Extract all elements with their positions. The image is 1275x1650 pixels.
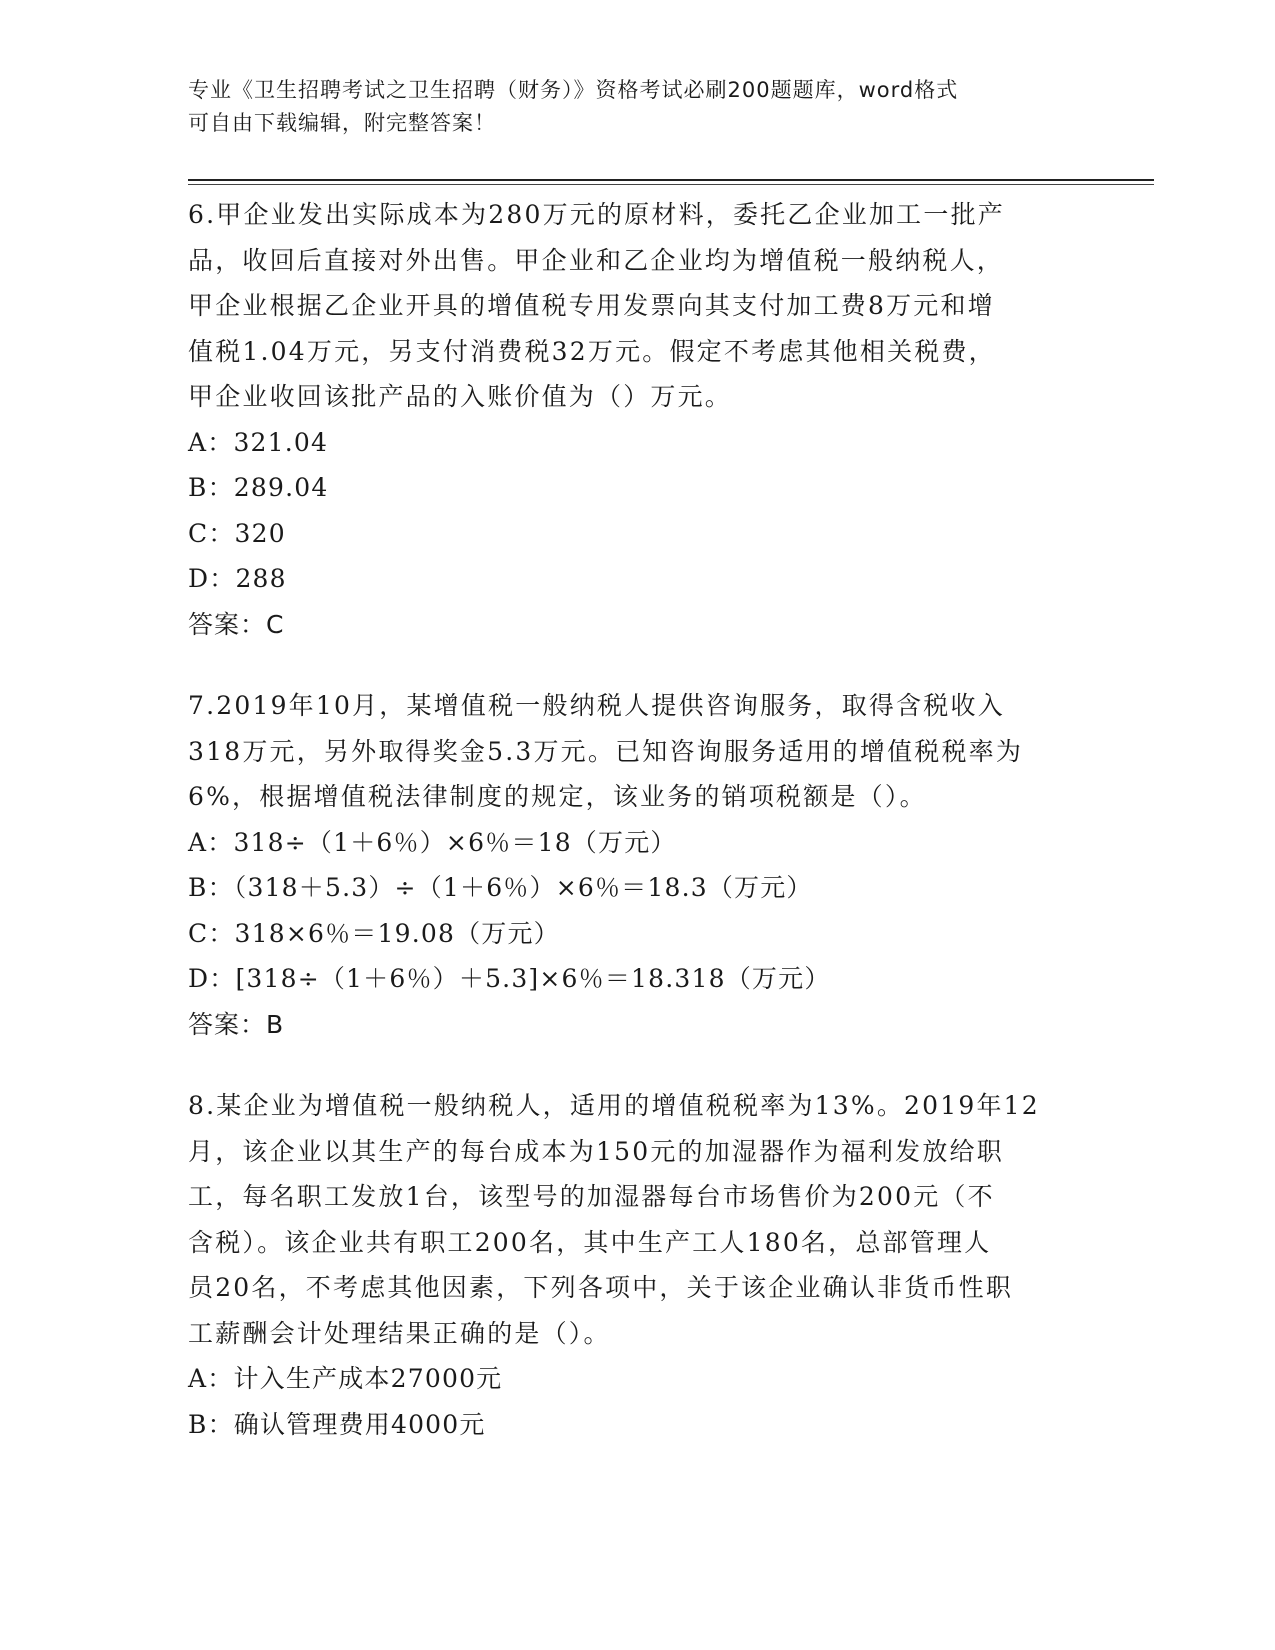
header-title-line-1: 专业《卫生招聘考试之卫生招聘（财务）》资格考试必刷200题题库，word格式 (188, 78, 959, 102)
question-list (188, 192, 1088, 1483)
option-c: C：318×6％＝19.08（万元） (188, 918, 560, 948)
option-b: B：（318＋5.3）÷（1＋6％）×6％＝18.3（万元） (188, 873, 813, 902)
option-c: C：320 (188, 518, 286, 548)
question-6 (188, 192, 1088, 647)
header-title-line-2: 可自由下载编辑，附完整答案！ (188, 111, 496, 135)
question-stem: 7.2019年10月，某增值税一般纳税人提供咨询服务，取得含税收入 318万元，另外取得奖金5.3万元。已知咨询服务适用的增值税税率为 6%，根据增值税法律制度的规定，该业务的销项税额是（）。 (188, 691, 1024, 811)
option-b: B：确认管理费用4000元 (188, 1409, 486, 1439)
option-d: D：[318÷（1＋6％）＋5.3]×6％＝18.318（万元） (188, 964, 831, 993)
answer-line: 答案：C (188, 609, 285, 639)
option-a: A：计入生产成本27000元 (188, 1364, 503, 1393)
answer-line: 答案：B (188, 1009, 285, 1039)
header-divider-thin (188, 184, 1154, 185)
document-header (188, 74, 1088, 140)
question-stem: 6.甲企业发出实际成本为280万元的原材料，委托乙企业加工一批产 品，收回后直接对外出售。甲企业和乙企业均为增值税一般纳税人， 甲企业根据乙企业开具的增值税专用发票向其支付加工费8万元和增 值税1.04万元，另支付消费税32万元。假定不考虑其他相关税费， 甲企业收回该批产品的入账价值为（）万元。 (188, 200, 1005, 411)
option-a: A：318÷（1＋6％）×6％＝18（万元） (188, 827, 677, 857)
question-7 (188, 683, 1088, 1047)
option-d: D：288 (188, 564, 287, 593)
header-divider-thick (188, 179, 1154, 181)
option-b: B：289.04 (188, 473, 329, 502)
question-stem: 8.某企业为增值税一般纳税人，适用的增值税税率为13%。2019年12 月，该企业以其生产的每台成本为150元的加湿器作为福利发放给职 工，每名职工发放1台，该型号的加湿器每台市场售价为200元（不 含税）。该企业共有职工200名，其中生产工人180名，总部管理人 员20名，不考虑其他因素，下列各项中，关于该企业确认非货币性职 工薪酬会计处理结果正确的是（）。 (188, 1091, 1040, 1348)
question-8 (188, 1083, 1088, 1447)
option-a: A：321.04 (188, 427, 329, 457)
